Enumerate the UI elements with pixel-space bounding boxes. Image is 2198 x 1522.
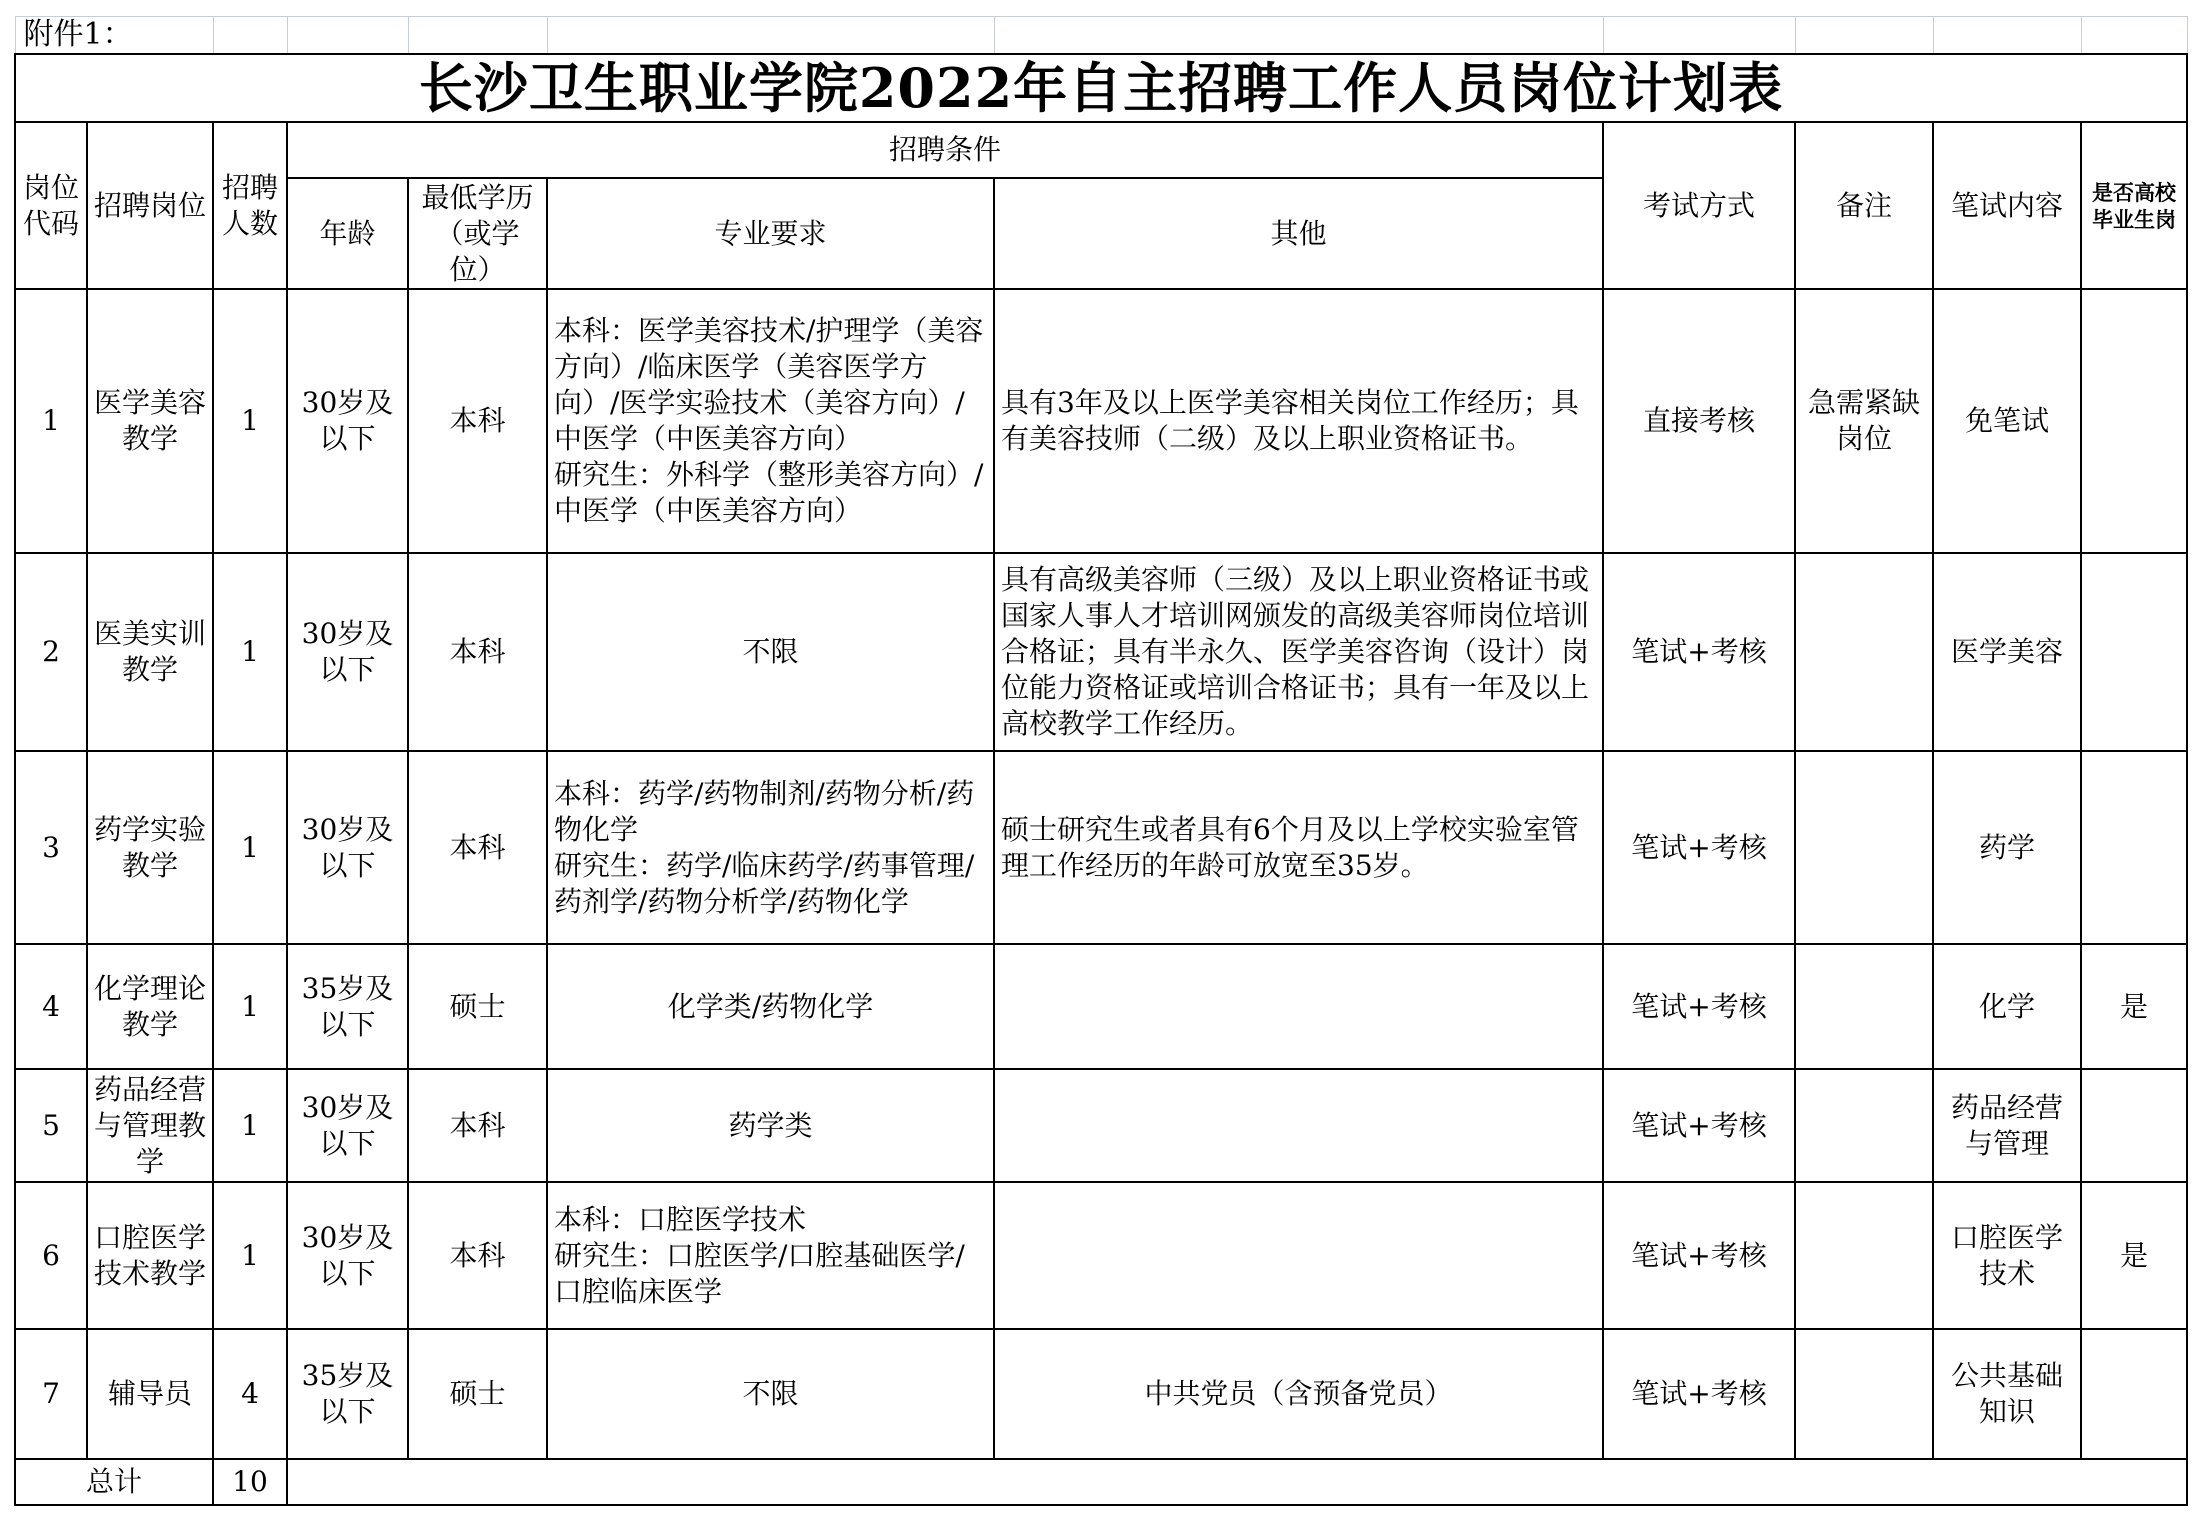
attachment-row [15, 17, 2187, 55]
cell-education: 本科 [408, 1182, 547, 1329]
header-major: 专业要求 [547, 178, 994, 289]
cell-education: 硕士 [408, 944, 547, 1069]
cell-age: 30岁及以下 [287, 289, 408, 553]
header-position: 招聘岗位 [87, 122, 213, 289]
cell-code: 1 [15, 289, 87, 553]
cell-age: 30岁及以下 [287, 1182, 408, 1329]
cell-written: 公共基础知识 [1933, 1329, 2081, 1459]
major-line: 药学类 [728, 1108, 813, 1142]
cell-count: 1 [213, 751, 287, 944]
major-line: 研究生：口腔医学/口腔基础医学/口腔临床医学 [554, 1238, 965, 1308]
total-count: 10 [213, 1459, 287, 1505]
cell-count: 1 [213, 1069, 287, 1182]
header-other: 其他 [994, 178, 1603, 289]
cell-written: 免笔试 [1933, 289, 2081, 553]
cell-remark [1795, 1182, 1933, 1329]
cell-written: 化学 [1933, 944, 2081, 1069]
cell-other: 硕士研究生或者具有6个月及以上学校实验室管理工作经历的年龄可放宽至35岁。 [994, 751, 1603, 944]
cell-remark [1795, 944, 1933, 1069]
cell-age: 30岁及以下 [287, 553, 408, 751]
cell-remark [1795, 751, 1933, 944]
header-age: 年龄 [287, 178, 408, 289]
cell-written: 口腔医学技术 [1933, 1182, 2081, 1329]
header-conditions: 招聘条件 [287, 122, 1603, 178]
cell-remark: 急需紧缺岗位 [1795, 289, 1933, 553]
cell-major [547, 1329, 994, 1459]
cell-other [994, 1182, 1603, 1329]
cell-position: 医美实训教学 [87, 553, 213, 751]
table-row [15, 1329, 2187, 1459]
cell-age: 35岁及以下 [287, 1329, 408, 1459]
cell-exam: 笔试+考核 [1603, 1069, 1795, 1182]
cell-age: 30岁及以下 [287, 1069, 408, 1182]
cell-position: 口腔医学技术教学 [87, 1182, 213, 1329]
cell-count: 4 [213, 1329, 287, 1459]
recruitment-plan-table [14, 16, 2188, 1506]
cell-major [547, 1182, 994, 1329]
cell-major [547, 1069, 994, 1182]
major-line: 本科：口腔医学技术 [554, 1202, 807, 1236]
cell-other: 中共党员（含预备党员） [994, 1329, 1603, 1459]
cell-code: 2 [15, 553, 87, 751]
recruitment-plan-sheet [14, 16, 2186, 1506]
total-label: 总计 [15, 1459, 213, 1505]
header-exam: 考试方式 [1603, 122, 1795, 289]
cell-graduate [2081, 289, 2187, 553]
table-row [15, 1069, 2187, 1182]
cell-major [547, 751, 994, 944]
cell-graduate: 是 [2081, 944, 2187, 1069]
major-line: 本科：医学美容技术/护理学（美容方向）/临床医学（美容医学方向）/医学实验技术（美容方向）/中医学（中医美容方向） [554, 314, 984, 455]
cell-education: 本科 [408, 1069, 547, 1182]
header-count: 招聘人数 [213, 122, 287, 289]
cell-code: 3 [15, 751, 87, 944]
cell-code: 4 [15, 944, 87, 1069]
cell-position: 化学理论教学 [87, 944, 213, 1069]
total-row [15, 1459, 2187, 1505]
cell-count: 1 [213, 1182, 287, 1329]
cell-position: 药品经营与管理教学 [87, 1069, 213, 1182]
table-row [15, 289, 2187, 553]
title-row [15, 54, 2187, 122]
cell-position: 辅导员 [87, 1329, 213, 1459]
cell-other: 具有高级美容师（三级）及以上职业资格证书或国家人事人才培训网颁发的高级美容师岗位培训合格证；具有半永久、医学美容咨询（设计）岗位能力资格证或培训合格证书；具有一年及以上高校教学工作经历。 [994, 553, 1603, 751]
cell-education: 本科 [408, 751, 547, 944]
attachment-label: 附件1： [15, 17, 213, 55]
cell-other [994, 944, 1603, 1069]
cell-exam: 笔试+考核 [1603, 944, 1795, 1069]
cell-count: 1 [213, 289, 287, 553]
table-row [15, 944, 2187, 1069]
cell-education: 硕士 [408, 1329, 547, 1459]
major-line: 研究生：药学/临床药学/药事管理/药剂学/药物分析学/药物化学 [554, 848, 975, 918]
cell-written: 医学美容 [1933, 553, 2081, 751]
cell-position: 药学实验教学 [87, 751, 213, 944]
cell-exam: 笔试+考核 [1603, 553, 1795, 751]
table-row [15, 1182, 2187, 1329]
header-remark: 备注 [1795, 122, 1933, 289]
major-line: 研究生：外科学（整形美容方向）/中医学（中医美容方向） [554, 458, 984, 527]
header-row-1 [15, 122, 2187, 178]
cell-code: 6 [15, 1182, 87, 1329]
cell-written: 药品经营与管理 [1933, 1069, 2081, 1182]
cell-code: 7 [15, 1329, 87, 1459]
major-line: 不限 [742, 635, 799, 668]
major-line: 本科：药学/药物制剂/药物分析/药物化学 [554, 776, 975, 846]
cell-remark [1795, 553, 1933, 751]
header-code: 岗位代码 [15, 122, 87, 289]
cell-graduate [2081, 553, 2187, 751]
cell-major [547, 944, 994, 1069]
cell-code: 5 [15, 1069, 87, 1182]
cell-remark [1795, 1329, 1933, 1459]
cell-exam: 直接考核 [1603, 289, 1795, 553]
header-education: 最低学历（或学位） [408, 178, 547, 289]
header-graduate: 是否高校毕业生岗 [2081, 122, 2187, 289]
cell-position: 医学美容教学 [87, 289, 213, 553]
cell-count: 1 [213, 553, 287, 751]
cell-written: 药学 [1933, 751, 2081, 944]
cell-education: 本科 [408, 289, 547, 553]
cell-count: 1 [213, 944, 287, 1069]
cell-graduate [2081, 1329, 2187, 1459]
major-line: 化学类/药物化学 [667, 989, 874, 1023]
cell-major [547, 553, 994, 751]
cell-age: 30岁及以下 [287, 751, 408, 944]
cell-graduate: 是 [2081, 1182, 2187, 1329]
cell-exam: 笔试+考核 [1603, 1182, 1795, 1329]
cell-other [994, 1069, 1603, 1182]
cell-exam: 笔试+考核 [1603, 1329, 1795, 1459]
cell-graduate [2081, 1069, 2187, 1182]
cell-age: 35岁及以下 [287, 944, 408, 1069]
major-line: 不限 [742, 1377, 799, 1410]
table-row [15, 553, 2187, 751]
cell-remark [1795, 1069, 1933, 1182]
page-title: 长沙卫生职业学院2022年自主招聘工作人员岗位计划表 [15, 54, 2187, 122]
cell-major [547, 289, 994, 553]
cell-graduate [2081, 751, 2187, 944]
header-written: 笔试内容 [1933, 122, 2081, 289]
cell-exam: 笔试+考核 [1603, 751, 1795, 944]
table-row [15, 751, 2187, 944]
rows-body [15, 289, 2187, 1459]
cell-other: 具有3年及以上医学美容相关岗位工作经历；具有美容技师（二级）及以上职业资格证书。 [994, 289, 1603, 553]
cell-education: 本科 [408, 553, 547, 751]
